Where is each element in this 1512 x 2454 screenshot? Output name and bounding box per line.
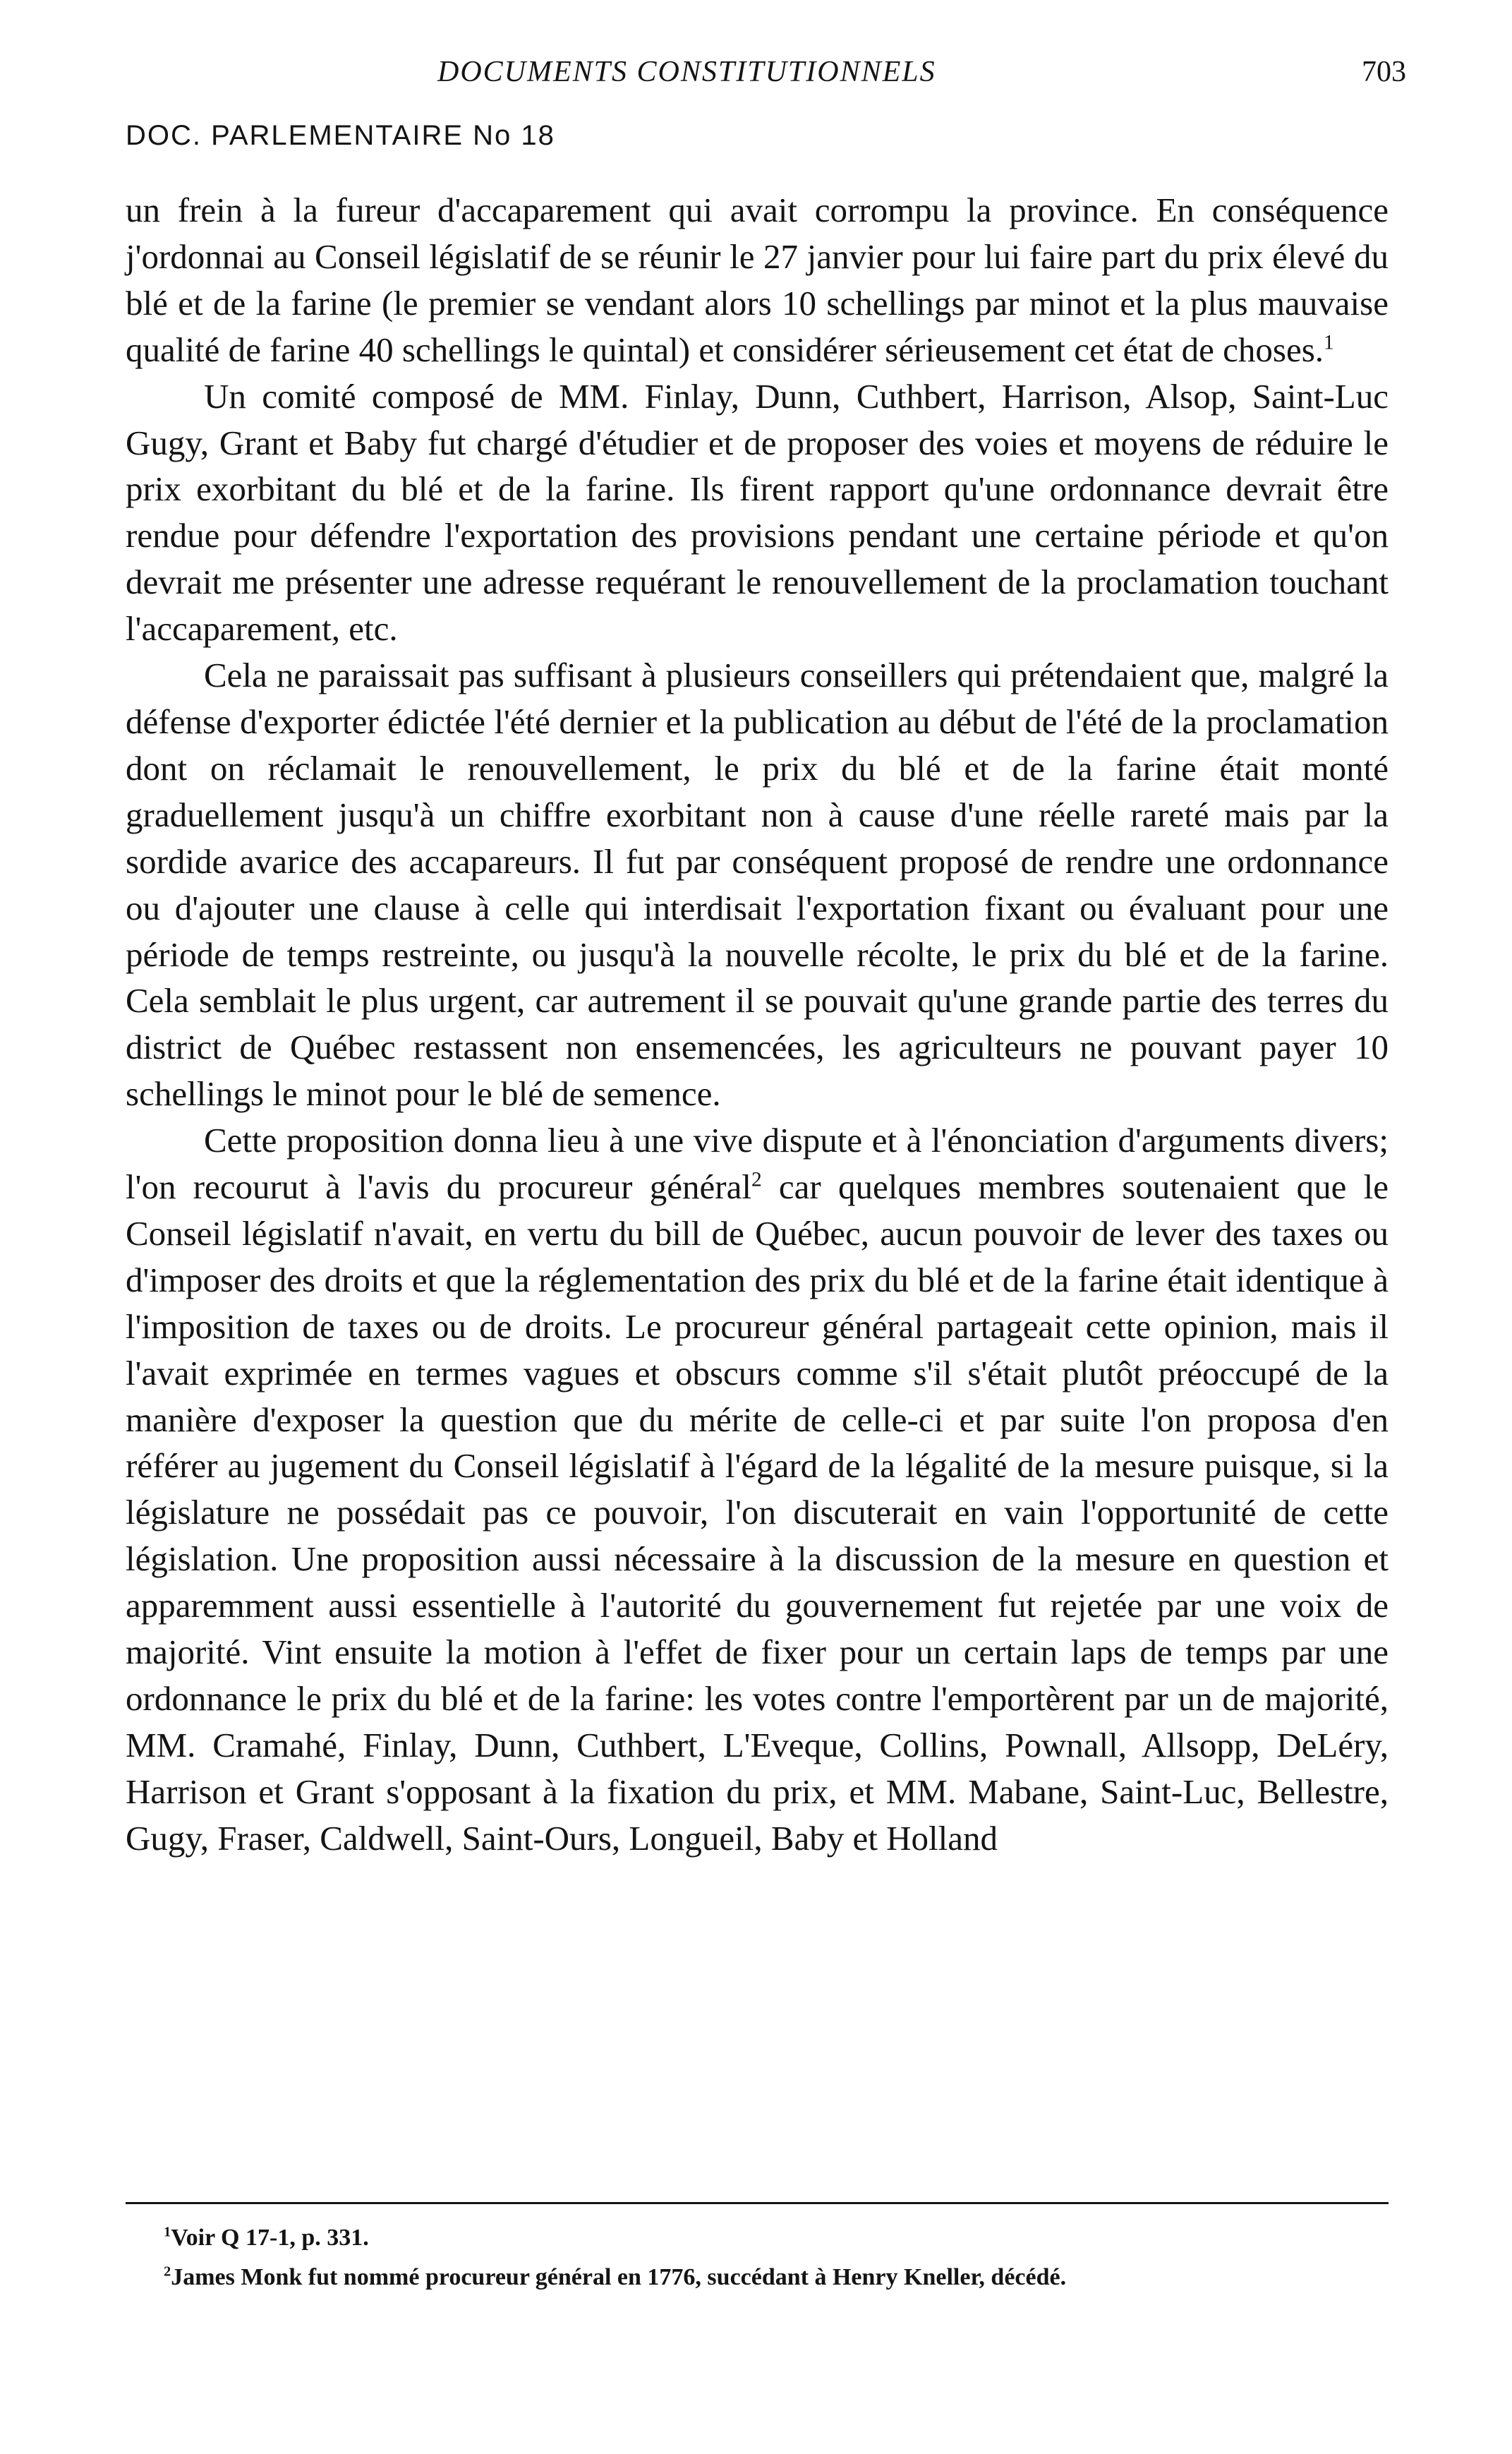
footnotes <box>164 2218 1389 2297</box>
footnote-2 <box>164 2258 1389 2297</box>
paragraph-2: Un comité composé de MM. Finlay, Dunn, Cuthbert, Harrison, Alsop, Saint-Luc Gugy, Grant et Baby fut chargé d'étudier et de proposer des voies et moyens de réduire le prix exorbitant du blé et de la farine. Ils firent rapport qu'une ordonnance devrait être rendue pour défendre l'exportation des provisions pendant une certaine période et qu'on devrait me présenter une adresse requérant le renouvellement de la proclamation touchant l'accaparement, etc. <box>126 376 1389 649</box>
running-title: DOCUMENTS CONSTITUTIONNELS <box>437 56 936 88</box>
body-text <box>126 187 1389 1862</box>
footnote-1 <box>164 2218 1389 2258</box>
paragraph-4-text-end: car quelques membres soutenaient que le Conseil législatif n'avait, en vertu du bill de Québec, aucun pouvoir de lever des taxes ou d'imposer des droits et que la réglementation des prix du blé et de la farine était identique à l'imposition de taxes ou de droits. Le procureur général partageait cette opinion, mais il l'avait exprimée en termes vagues et obscurs comme s'il s'était plutôt préoccupé de la manière d'exposer la question que du mérite de celle-ci et par suite l'on proposa d'en référer au jugement du Conseil législatif à l'égard de la légalité de la mesure puisque, si la législature ne possédait pas ce pouvoir, l'on discuterait en vain l'opportunité de cette législation. Une proposition aussi nécessaire à la discussion de la mesure en question et apparemment aussi essentielle à l'autorité du gouvernement fut rejetée par une voix de majorité. Vint ensuite la motion à l'effet de fixer pour un certain laps de temps par une ordonnance le prix du blé et de la farine: les votes contre l'emportèrent par un de majorité, MM. Cramahé, Finlay, Dunn, Cuthbert, L'Eveque, Collins, Pownall, Allsopp, DeLéry, Harrison et Grant s'opposant à la fixation du prix, et MM. Mabane, Saint-Luc, Bellestre, Gugy, Fraser, Caldwell, Saint-Ours, Longueil, Baby et Holland <box>126 1167 1389 1858</box>
paragraph-4-text-start: Cette proposition donna lieu à une vive dispute et à l'énonciation d'arguments divers; l'on recourut à l'avis du procureur général <box>126 1121 1389 1207</box>
footnote-marker-2: 2 <box>164 2263 171 2280</box>
footnote-text-1: Voir Q 17-1, p. 331. <box>171 2225 369 2251</box>
footnote-marker-1: 1 <box>164 2224 171 2240</box>
paragraph-3: Cela ne paraissait pas suffisant à plusieurs conseillers qui prétendaient que, malgré la défense d'exporter édictée l'été dernier et la publication au début de l'été de la proclamation dont on réclamait le renouvellement, le prix du blé et de la farine était monté graduellement jusqu'à un chiffre exorbitant non à cause d'une réelle rareté mais par la sordide avarice des accapareurs. Il fut par conséquent proposé de rendre une ordonnance ou d'ajouter une clause à celle qui interdisait l'exportation fixant ou évaluant pour une période de temps restreinte, ou jusqu'à la nouvelle récolte, le prix du blé et de la farine. Cela semblait le plus urgent, car autrement il se pouvait qu'une grande partie des terres du district de Québec restassent non ensemencées, les agriculteurs ne pouvant payer 10 schellings le minot pour le blé de semence. <box>126 656 1389 1114</box>
footnote-ref-2[interactable]: 2 <box>751 1168 762 1191</box>
paragraph-4 <box>126 1117 1389 1862</box>
document-label: DOC. PARLEMENTAIRE No 18 <box>126 120 555 151</box>
paragraph-1 <box>126 187 1389 373</box>
footnote-ref-1[interactable]: 1 <box>1324 331 1334 354</box>
footnote-text-2: James Monk fut nommé procureur général en 1776, succédant à Henry Kneller, décédé. <box>171 2264 1067 2290</box>
page-number: 703 <box>1362 56 1406 88</box>
footnote-divider <box>126 2202 1389 2204</box>
paragraph-1-text: un frein à la fureur d'accaparement qui avait corrompu la province. En conséquence j'ordonnai au Conseil législatif de se réunir le 27 janvier pour lui faire part du prix élevé du blé et de la farine (le premier se vendant alors 10 schellings par minot et la plus mauvaise qualité de farine 40 schellings le quintal) et considérer sérieusement cet état de choses. <box>126 191 1389 369</box>
